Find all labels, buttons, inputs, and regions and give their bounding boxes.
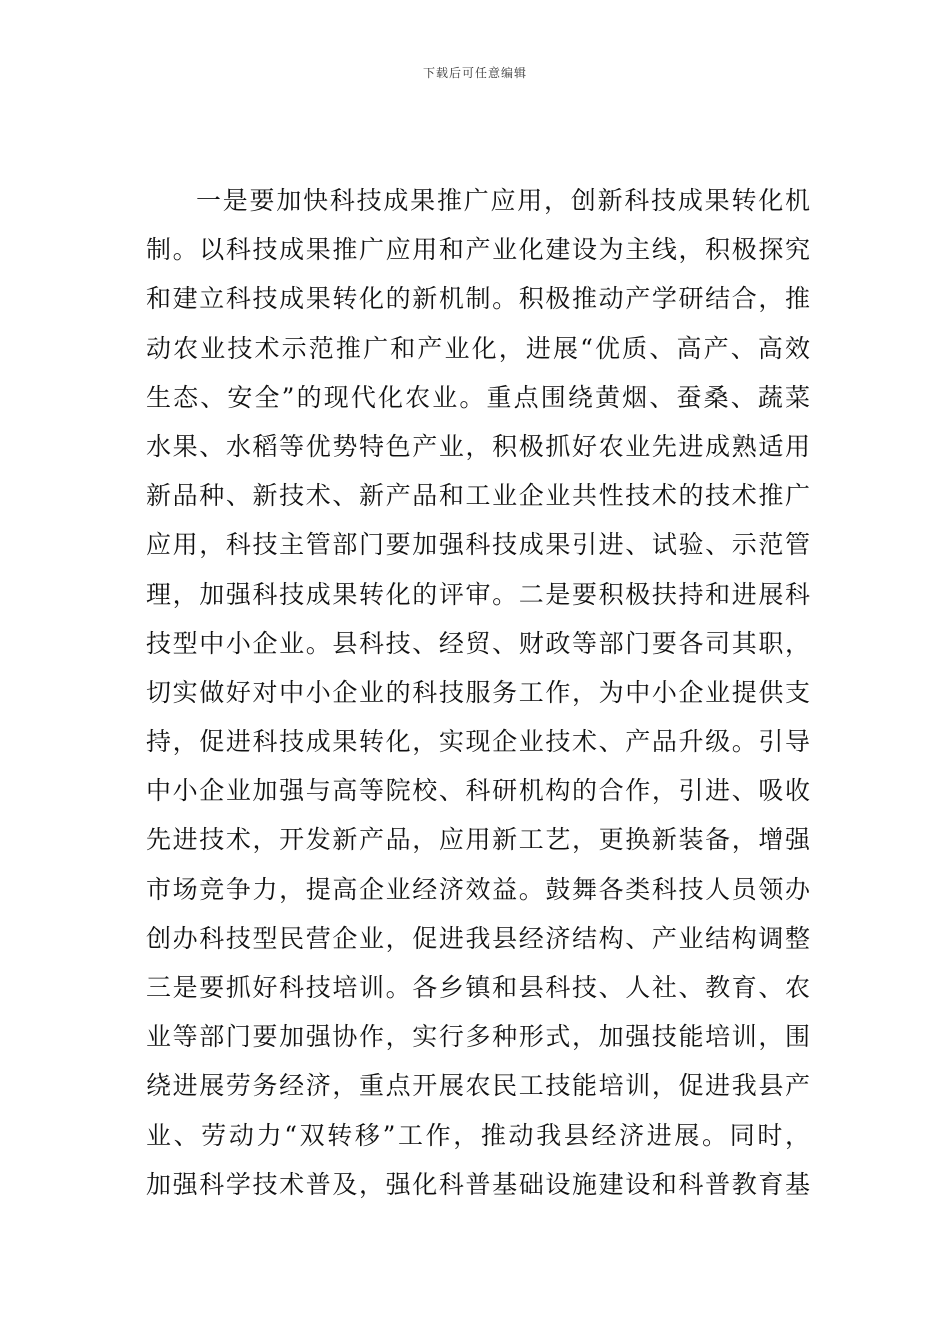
text-line: 制。以科技成果推广应用和产业化建设为主线，积极探究 [146,235,810,265]
text-line: 先进技术，开发新产品，应用新工艺，更换新装备，增强 [146,825,810,855]
text-line: 业、劳动力“双转移”工作，推动我县经济进展。同时， [146,1120,810,1150]
text-line: 动农业技术示范推广和产业化，进展“优质、高产、高效 [146,333,810,363]
text-line: 绕进展劳务经济，重点开展农民工技能培训，促进我县产 [146,1071,810,1101]
text-line: 创办科技型民营企业，促进我县经济结构、产业结构调整 [146,923,810,953]
text-line: 中小企业加强与高等院校、科研机构的合作，引进、吸收 [146,776,810,806]
text-line: 和建立科技成果转化的新机制。积极推动产学研结合，推 [146,284,810,314]
text-line: 技型中小企业。县科技、经贸、财政等部门要各司其职， [146,628,810,658]
text-line: 应用，科技主管部门要加强科技成果引进、试验、示范管 [146,530,810,560]
body-paragraph [146,176,810,1209]
text-line: 新品种、新技术、新产品和工业企业共性技术的技术推广 [146,481,810,511]
text-line: 业等部门要加强协作，实行多种形式，加强技能培训，围 [146,1022,810,1052]
text-line: 市场竞争力，提高企业经济效益。鼓舞各类科技人员领办 [146,874,810,904]
text-line: 一是要加快科技成果推广应用，创新科技成果转化机 [196,186,810,215]
text-line: 生态、安全”的现代化农业。重点围绕黄烟、蚕桑、蔬菜 [146,382,810,412]
text-line: 理，加强科技成果转化的评审。二是要积极扶持和进展科 [146,579,810,609]
text-line: 加强科学技术普及，强化科普基础设施建设和科普教育基 [146,1169,810,1199]
text-line: 切实做好对中小企业的科技服务工作，为中小企业提供支 [146,677,810,707]
text-line: 水果、水稻等优势特色产业，积极抓好农业先进成熟适用 [146,431,810,461]
page-header: 下载后可任意编辑 [422,66,527,80]
text-line: 持，促进科技成果转化，实现企业技术、产品升级。引导 [146,727,810,757]
text-line: 三是要抓好科技培训。各乡镇和县科技、人社、教育、农 [146,973,810,1002]
